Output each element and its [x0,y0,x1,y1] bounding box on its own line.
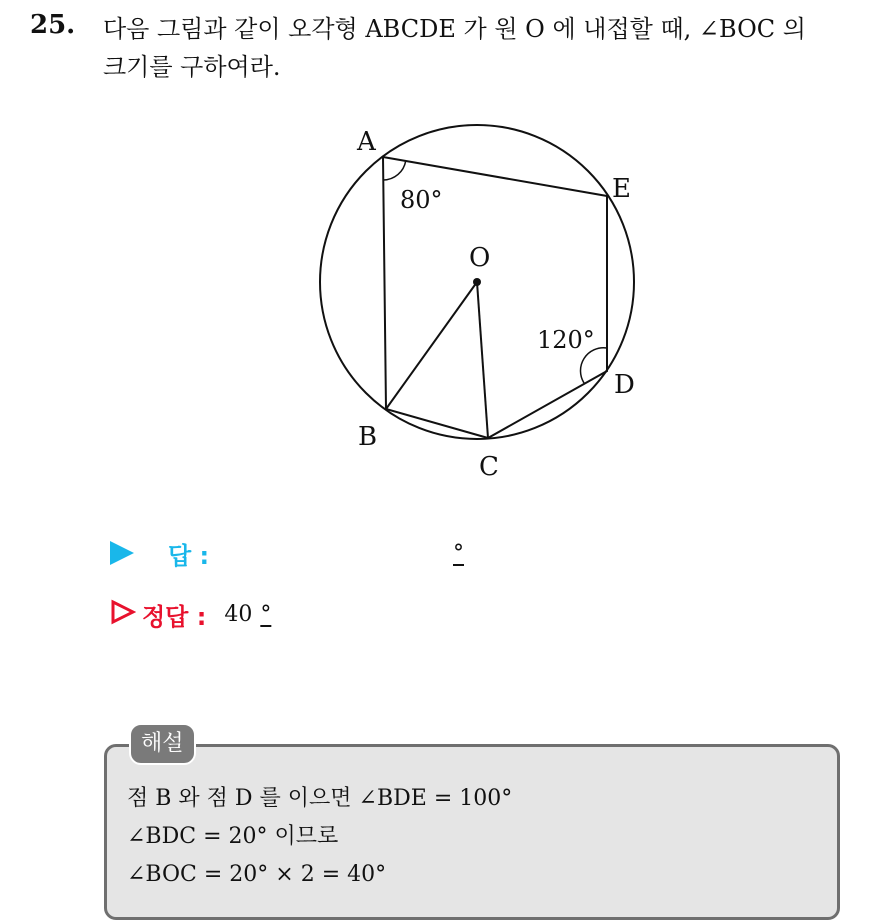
label-e: E [612,174,631,204]
label-c: C [479,452,499,482]
answer-row [110,533,464,573]
correct-unit: ° [260,601,272,627]
pentagon-circle-figure [300,115,660,495]
question-line-2: 크기를 구하여라. [103,53,281,81]
correct-answer-row [110,594,271,634]
play-triangle-icon [110,541,134,565]
correct-label: 정답 : [142,602,207,631]
question-text [103,10,873,86]
correct-value: 40 [224,601,253,627]
explanation-line-1: 점 B 와 점 D 를 이으면 ∠BDE = 100° [127,786,513,811]
explanation-tag: 해설 [129,723,196,765]
question-number: 25. [30,10,76,40]
center-point-o [473,278,481,286]
outline-triangle-icon [110,599,136,629]
label-b: B [358,422,378,452]
label-a: A [357,127,376,157]
label-d: D [614,370,635,400]
question-line-1: 다음 그림과 같이 오각형 ABCDE 가 원 O 에 내접할 때, ∠BOC 의 [103,15,806,43]
explanation-text [127,780,512,894]
explanation-line-2: ∠BDC = 20° 이므로 [127,824,339,849]
angle-label-a: 80° [400,186,443,214]
label-o: O [469,243,491,273]
segment-oc [477,282,488,438]
angle-arc-a [384,161,406,180]
answer-label: 답 : [168,541,210,570]
angle-label-d: 120° [537,326,595,354]
answer-unit: ° [453,540,464,566]
segment-ob [386,282,477,409]
explanation-line-3: ∠BOC = 20° × 2 = 40° [127,862,387,887]
